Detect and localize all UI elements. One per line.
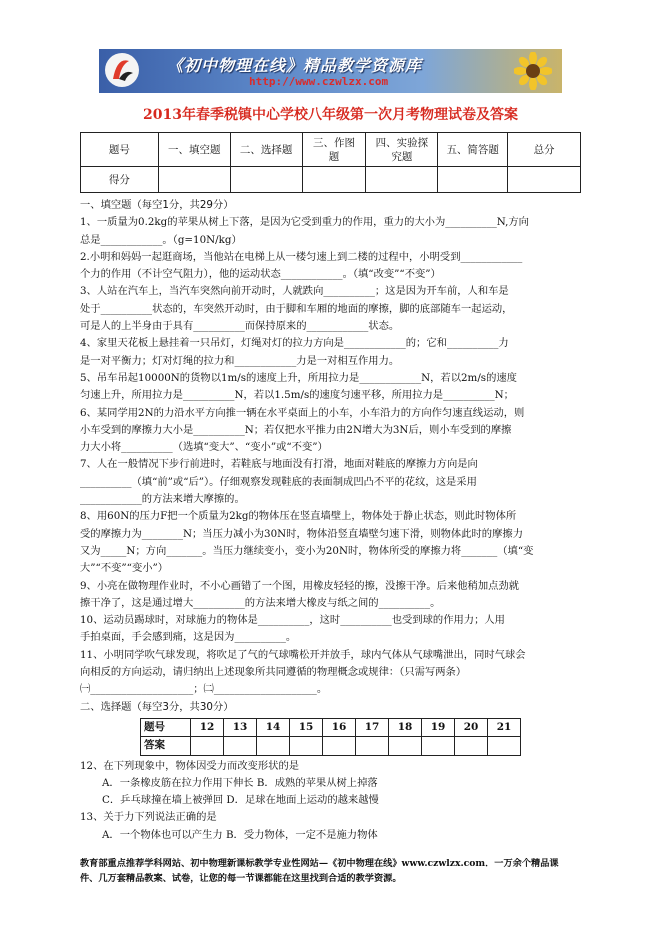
sunflower-icon bbox=[514, 52, 552, 90]
question-number: 13 bbox=[224, 718, 257, 736]
footer-line: 教育部重点推荐学科网站、初中物理新课标教学专业性网站—《初中物理在线》www.czwlzx.com．一万余个精品课 bbox=[80, 858, 559, 869]
score-cell[interactable] bbox=[366, 167, 438, 193]
question-line: 1、一质量为0.2kg的苹果从树上下落，是因为它受到重力的作用，重力的大小为__________N,方向 bbox=[80, 216, 529, 229]
banner-url[interactable]: http://www.czwlzx.com bbox=[249, 75, 389, 88]
score-cell[interactable] bbox=[230, 167, 302, 193]
answer-cell[interactable] bbox=[356, 737, 389, 755]
question-line: 3、人站在汽车上，当汽车突然向前开动时，人就跌向__________；这是因为开车前，人和车是 bbox=[80, 285, 509, 298]
exam-body bbox=[80, 197, 588, 844]
answer-cell[interactable] bbox=[455, 737, 488, 755]
question-line: ____________的方法来增大摩擦的。 bbox=[80, 493, 245, 506]
question-line: 小车受到的摩擦力大小是__________N；若仅把水平推力由2N增大为3N后，则小车受到的摩擦 bbox=[80, 423, 512, 436]
score-cell[interactable] bbox=[508, 167, 581, 193]
answer-table bbox=[140, 718, 521, 756]
site-logo-icon bbox=[103, 51, 141, 89]
score-row-label: 得分 bbox=[81, 167, 159, 193]
question-line: 10、运动员踢球时，对球施力的物体是__________，这时__________也受到球的作用力；人用 bbox=[80, 614, 505, 627]
question-line: 4、家里天花板上悬挂着一只吊灯，灯绳对灯的拉力方向是____________的；它和__________力 bbox=[80, 337, 509, 350]
answer-cell[interactable] bbox=[323, 737, 356, 755]
option-line: A．一个物体也可以产生力 B．受力物体，一定不是施力物体 bbox=[102, 828, 378, 841]
question-line: 可是人的上半身由于具有__________而保持原来的____________状态。 bbox=[80, 320, 400, 333]
answer-cell[interactable] bbox=[224, 737, 257, 755]
score-header-cell: 题号 bbox=[81, 133, 159, 167]
answer-cell[interactable] bbox=[488, 737, 521, 755]
question-line: ㈠____________________；㈡____________________。 bbox=[80, 683, 328, 696]
header-banner bbox=[99, 49, 562, 93]
score-table bbox=[80, 132, 581, 193]
question-number: 16 bbox=[323, 718, 356, 736]
score-header-cell: 总分 bbox=[508, 133, 581, 167]
answer-cell[interactable] bbox=[191, 737, 224, 755]
score-cell[interactable] bbox=[302, 167, 366, 193]
question-number: 18 bbox=[389, 718, 422, 736]
footer-line: 件、几万套精品教案、试卷，让您的每一节课都能在这里找到合适的教学资源。 bbox=[80, 873, 402, 884]
answer-cell[interactable] bbox=[257, 737, 290, 755]
question-line: 向相反的方向运动，请归纳出上述现象所共同遵循的物理概念或规律：（只需写两条） bbox=[80, 666, 467, 679]
score-header-cell: 一、填空题 bbox=[158, 133, 230, 167]
option-line: A．一条橡皮筋在拉力作用下伸长 B．成熟的苹果从树上掉落 bbox=[102, 776, 378, 789]
question-line: 总是____________。（g=10N/kg） bbox=[80, 233, 242, 246]
answer-cell[interactable] bbox=[290, 737, 323, 755]
answer-cell[interactable] bbox=[422, 737, 455, 755]
page-footer bbox=[80, 856, 588, 886]
question-number: 15 bbox=[290, 718, 323, 736]
question-line: 力大小将__________（选填“变大”、“变小”或“不变”） bbox=[80, 441, 328, 454]
question-line: 8、用60N的压力F把一个质量为2kg的物体压在竖直墙壁上，物体处于静止状态，则此时物体所 bbox=[80, 510, 517, 523]
question-line: 大”“不变”“变小”） bbox=[80, 562, 169, 575]
section-heading-choice: 二、选择题（每空3分，共30分） bbox=[80, 700, 234, 713]
question-line: 13、关于力下列说法正确的是 bbox=[80, 811, 217, 824]
section-heading-fill-in: 一、填空题（每空1分，共29分） bbox=[80, 199, 234, 211]
question-line: 个力的作用（不计空气阻力），他的运动状态____________。（填“改变”“不变”） bbox=[80, 268, 441, 281]
question-line: 6、某同学用2N的力沿水平方向推一辆在水平桌面上的小车，小车沿力的方向作匀速直线运动，则 bbox=[80, 406, 525, 419]
score-header-cell: 三、作图 题 bbox=[302, 133, 366, 167]
question-number: 17 bbox=[356, 718, 389, 736]
question-number: 21 bbox=[488, 718, 521, 736]
answer-cell[interactable] bbox=[389, 737, 422, 755]
question-number: 14 bbox=[257, 718, 290, 736]
option-line: C．乒乓球撞在墙上被弹回 D．足球在地面上运动的越来越慢 bbox=[102, 794, 379, 807]
question-line: 手拍桌面，手会感到痛，这是因为__________。 bbox=[80, 631, 297, 644]
answer-table-label: 题号 bbox=[141, 718, 191, 736]
score-cell[interactable] bbox=[158, 167, 230, 193]
page-title: 2013年春季税镇中心学校八年级第一次月考物理试卷及答案 bbox=[143, 107, 518, 123]
answer-table-label: 答案 bbox=[141, 737, 191, 755]
question-line: 匀速上升，所用拉力是__________N，若以1.5m/s的速度匀速平移，所用拉力是__________N； bbox=[80, 389, 514, 402]
question-line: 是一对平衡力；灯对灯绳的拉力和____________力是一对相互作用力。 bbox=[80, 354, 400, 367]
question-line: 7、人在一般情况下步行前进时，若鞋底与地面没有打滑，地面对鞋底的摩擦力方向是向 bbox=[80, 458, 478, 471]
question-line: 5、吊车吊起10000N的货物以1m/s的速度上升，所用拉力是____________N，若以2m/s的速度 bbox=[80, 371, 517, 384]
question-line: 2.小明和妈妈一起逛商场，当他站在电梯上从一楼匀速上到二楼的过程中，小明受到____________ bbox=[80, 250, 523, 263]
question-line: 擦干净了，这是通过增大__________的方法来增大橡皮与纸之间的__________。 bbox=[80, 596, 441, 609]
banner-brand: 《初中物理在线》精品教学资源库 bbox=[167, 56, 423, 75]
question-number: 20 bbox=[455, 718, 488, 736]
question-line: 又为_____N；方向_______。当压力继续变小，变小为20N时，物体所受的摩擦力将_______（填“变 bbox=[80, 544, 534, 557]
question-line: 12、在下列现象中，物体因受力而改变形状的是 bbox=[80, 759, 300, 772]
question-line: __________（填“前”或“后”）。仔细观察发现鞋底的表面制成凹凸不平的花纹，这是采用 bbox=[80, 475, 477, 488]
score-header-cell: 五、简答题 bbox=[438, 133, 508, 167]
score-cell[interactable] bbox=[438, 167, 508, 193]
score-header-cell: 四、实验探 究题 bbox=[366, 133, 438, 167]
score-header-cell: 二、选择题 bbox=[230, 133, 302, 167]
question-number: 12 bbox=[191, 718, 224, 736]
question-line: 受的摩擦力为________N；当压力减小为30N时，物体沿竖直墙壁匀速下滑，则物体此时的摩擦力 bbox=[80, 527, 523, 540]
question-line: 处于__________状态的，车突然开动时，由于脚和车厢的地面的摩擦，脚的底部随车一起运动， bbox=[80, 302, 513, 315]
question-line: 9、小亮在做物理作业时，不小心画错了一个图，用橡皮轻轻的擦，没擦干净。后来他稍加点劲就 bbox=[80, 579, 520, 592]
question-number: 19 bbox=[422, 718, 455, 736]
question-line: 11、小明同学吹气球发现，将吹足了气的气球嘴松开并放手，球内气体从气球嘴泄出，同时气球会 bbox=[80, 648, 526, 661]
